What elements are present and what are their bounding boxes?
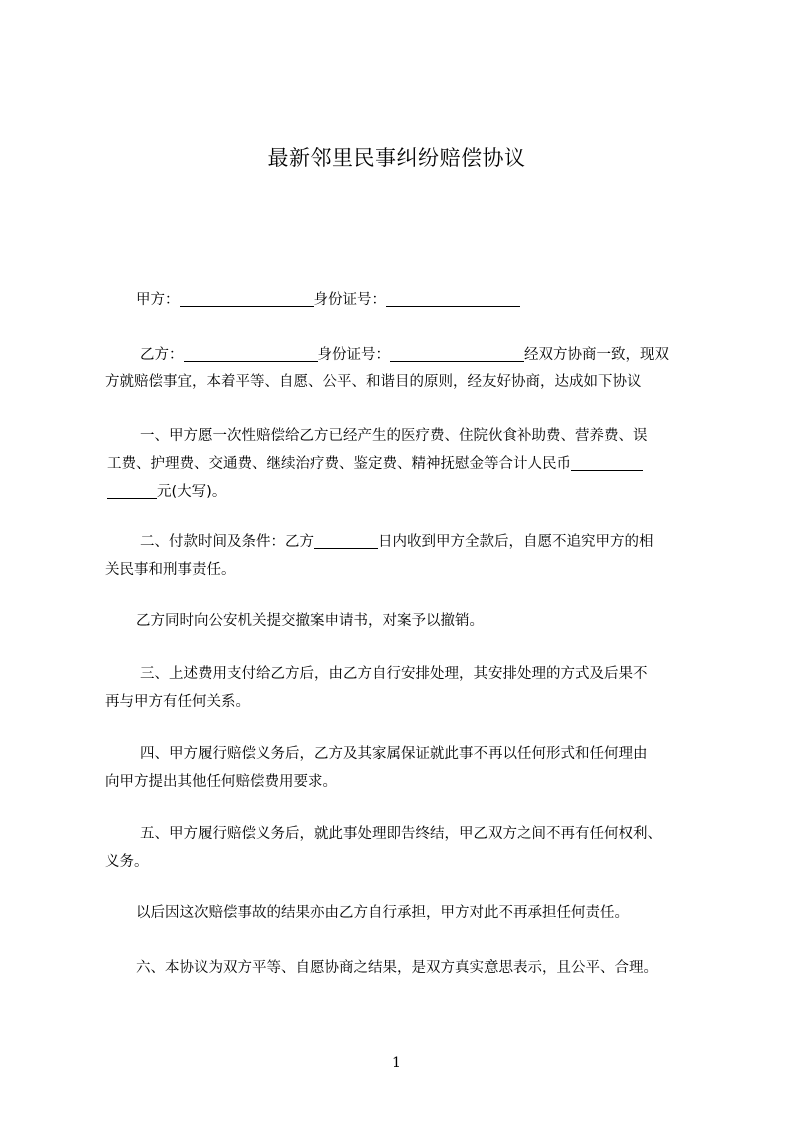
amount-blank-2 [107,481,157,499]
clause-2-line-1-text-b: 日内收到甲方全款后，自愿不追究甲方的相 [378,534,654,550]
party-b-name-blank [184,344,318,362]
clause-1-line-1: 一、甲方愿一次性赔偿给乙方已经产生的医疗费、住院伙食补助费、营养费、误 [140,428,648,444]
party-b-id-blank [390,344,524,362]
clause-1-line-3-text: 元(大写)。 [157,484,227,500]
party-a-id-blank [386,289,520,307]
amount-blank-1 [571,453,643,471]
clause-1-line-2 [107,450,707,478]
party-a-label: 甲方： [136,292,180,308]
clause-3-line-2: 再与甲方有任何关系。 [105,694,250,710]
party-a-id-label: 身份证号： [313,292,386,308]
page-number: 1 [392,1055,401,1071]
clause-3-line-1: 三、上述费用支付给乙方后，由乙方自行安排处理，其安排处理的方式及后果不 [140,666,648,682]
party-b-line [140,341,740,369]
party-b-tail: 经双方协商一致，现双 [524,347,669,363]
party-b-label: 乙方： [140,347,184,363]
note-1: 乙方同时向公安机关提交撤案申请书，对案予以撤销。 [136,613,484,629]
clause-2-line-1-text-a: 二、付款时间及条件：乙方 [140,534,314,550]
clause-5-line-2: 义务。 [105,854,149,870]
party-a-line [136,286,736,314]
clause-5-line-1: 五、甲方履行赔偿义务后，就此事处理即告终结，甲乙双方之间不再有任何权利、 [140,826,662,842]
party-a-name-blank [180,289,314,307]
clause-4-line-2: 向甲方提出其他任何赔偿费用要求。 [105,774,337,790]
clause-6: 六、本协议为双方平等、自愿协商之结果，是双方真实意思表示，且公平、合理。 [136,960,658,976]
clause-2-line-1 [140,528,740,556]
clause-1-line-3 [107,478,707,506]
days-blank [314,531,378,549]
document-title: 最新邻里民事纠纷赔偿协议 [267,146,526,170]
note-2: 以后因这次赔偿事故的结果亦由乙方自行承担，甲方对此不再承担任何责任。 [136,905,629,921]
clause-1-line-2-text: 工费、护理费、交通费、继续治疗费、鉴定费、精神抚慰金等合计人民币 [107,456,571,472]
clause-2-line-2: 关民事和刑事责任。 [105,562,236,578]
party-b-id-label: 身份证号： [317,347,390,363]
clause-4-line-1: 四、甲方履行赔偿义务后，乙方及其家属保证就此事不再以任何形式和任何理由 [140,746,648,762]
party-b-line-2: 方就赔偿事宜，本着平等、自愿、公平、和谐目的原则，经友好协商，达成如下协议 [105,374,642,390]
